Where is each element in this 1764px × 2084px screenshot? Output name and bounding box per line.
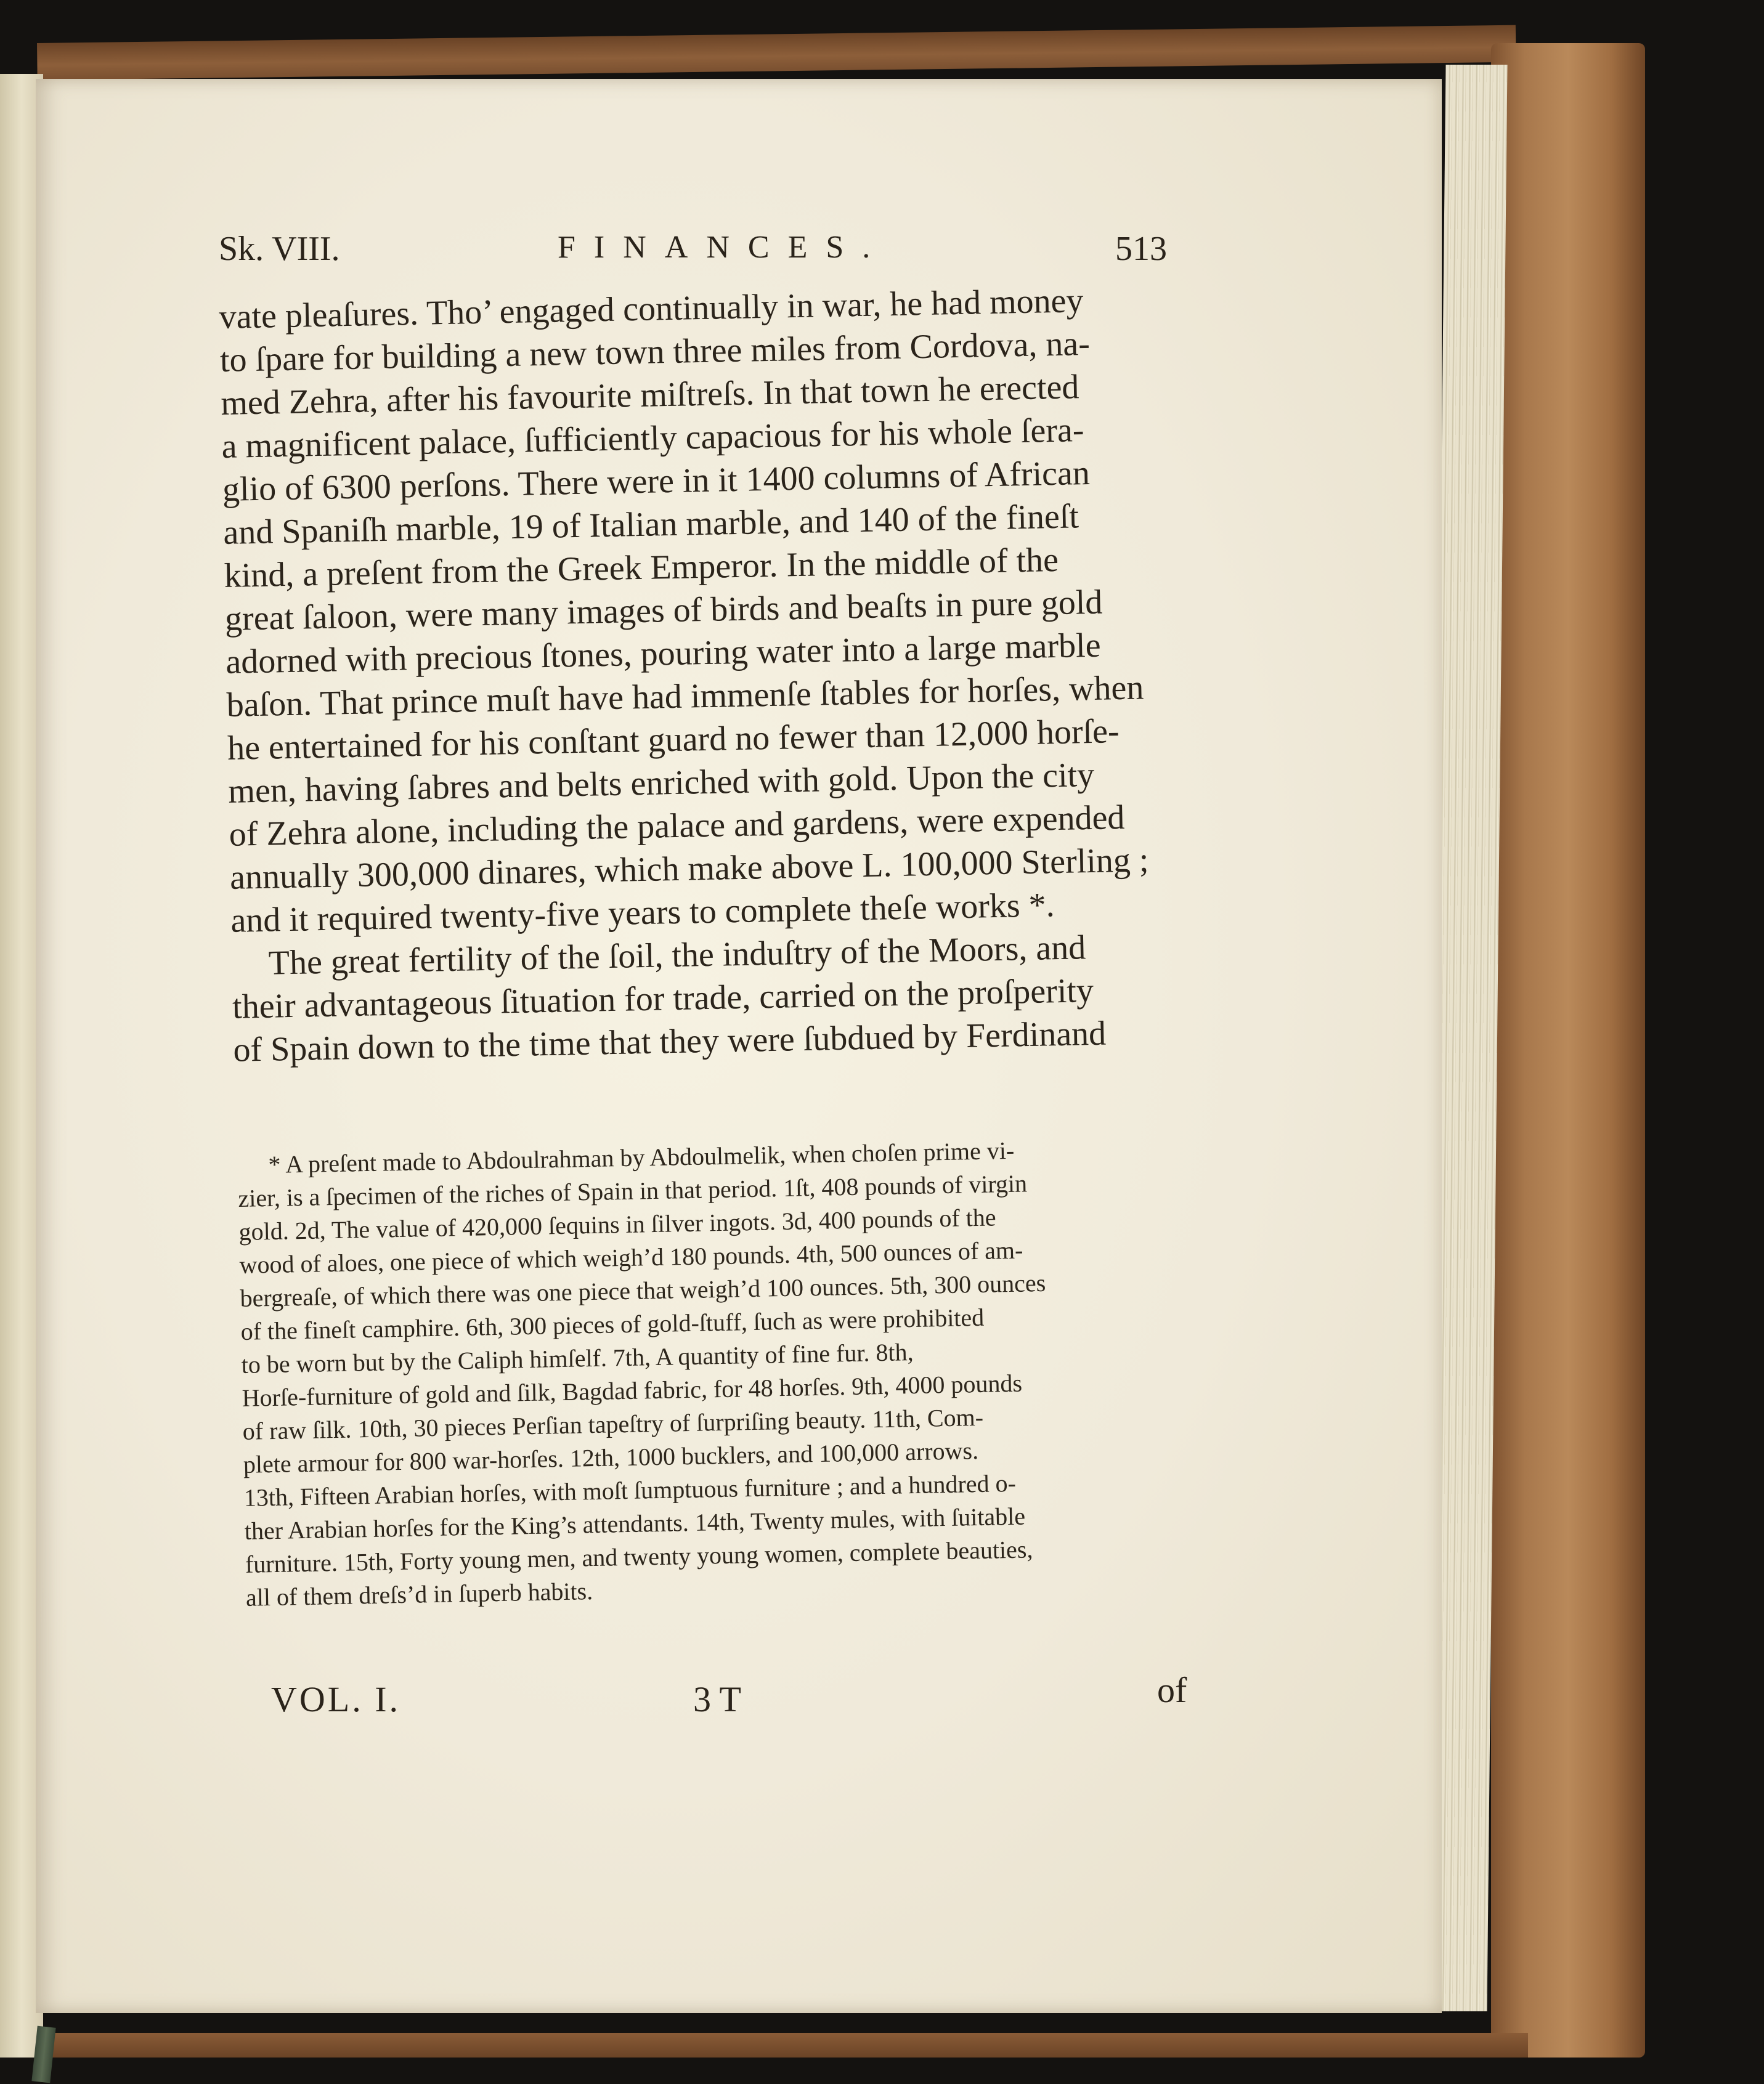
footnote-line: wood of aloes, one piece of which weigh’d 180 pounds. 4th, 500 ounces of am- [239, 1236, 1023, 1279]
footnote-line: plete armour for 800 war-horſes. 12th, 1000 bucklers, and 100,000 arrows. [243, 1437, 979, 1478]
body-line: baſon. That prince muſt have had immenſe ſtables for horſes, when [226, 668, 1144, 724]
footnote-line: gold. 2d, The value of 420,000 ſequins in ſilver ingots. 3d, 400 pounds of the [238, 1203, 996, 1246]
signature-mark: 3 T [693, 1679, 741, 1719]
footnote-line: ther Arabian horſes for the King’s attendants. 14th, Twenty mules, with ſuitable [244, 1502, 1026, 1545]
body-line: of Zehra alone, including the palace and gardens, were expended [229, 798, 1125, 854]
footnote-line: Horſe-furniture of gold and ſilk, Bagdad fabric, for 48 horſes. 9th, 4000 pounds [242, 1369, 1023, 1412]
footnote [237, 1131, 1174, 1612]
footnote-line: zier, is a ſpecimen of the riches of Spain in that period. 1ſt, 408 pounds of virgin [238, 1169, 1028, 1212]
body-line: kind, a preſent from the Greek Emperor. In the middle of the [224, 540, 1059, 595]
footnote-line: to be worn but by the Caliph himſelf. 7th, A quantity of fine fur. 8th, [241, 1337, 914, 1379]
body-line: annually 300,000 dinares, which make above L. 100,000 Sterling ; [229, 841, 1149, 897]
body-line: The great fertility of the ſoil, the induſtry of the Moors, and [268, 928, 1086, 983]
body-line: glio of 6300 perſons. There were in it 1400 columns of African [222, 453, 1091, 509]
body-line: med Zehra, after his favourite miſtreſs. In that town he erected [220, 368, 1079, 423]
body-line: a magnificent palace, ſufficiently capacious for his whole ſera- [221, 411, 1084, 466]
footnote-line: 13th, Fifteen Arabian horſes, with moſt ſumptuous furniture ; and a hundred o- [243, 1469, 1017, 1512]
body-line: and it required twenty-five years to complete theſe works *. [230, 886, 1055, 940]
body-line: vate pleaſures. Tho’ engaged continually in war, he had money [219, 282, 1084, 336]
running-head-section: Sk. VIII. [219, 230, 340, 268]
footnote-line: * A preſent made to Abdoulrahman by Abdoulmelik, when choſen prime vi- [268, 1136, 1015, 1179]
body-line: their advantageous ſituation for trade, carried on the proſperity [232, 971, 1094, 1026]
catchword: of [1157, 1670, 1187, 1710]
body-line: adorned with precious ſtones, pouring water into a large marble [225, 626, 1102, 681]
body-line: of Spain down to the time that they were ſubdued by Ferdinand [232, 1014, 1107, 1069]
footnote-line: of the fineſt camphire. 6th, 300 pieces of gold-ſtuff, ſuch as were prohibited [240, 1303, 985, 1345]
body-line: to ſpare for building a new town three miles from Cordova, na- [219, 324, 1091, 379]
footnote-line: of raw ſilk. 10th, 30 pieces Perſian tapeſtry of ſurpriſing beauty. 11th, Com- [242, 1403, 984, 1445]
running-head-title: FINANCES. [558, 230, 889, 265]
body-line: men, having ſabres and belts enriched with gold. Upon the city [227, 755, 1095, 811]
footnote-line: all of them dreſs’d in ſuperb habits. [245, 1577, 593, 1612]
body-line: and Spaniſh marble, 19 of Italian marble, and 140 of the fineſt [222, 497, 1079, 552]
body-line: great ſaloon, were many images of birds and beaſts in pure gold [224, 583, 1103, 638]
volume-mark: VOL. I. [271, 1679, 401, 1719]
footnote-line: furniture. 15th, Forty young men, and twenty young women, complete beauties, [245, 1535, 1033, 1578]
page-number: 513 [1115, 230, 1167, 268]
body-line: he entertained for his conſtant guard no fewer than 12,000 horſe- [227, 712, 1120, 768]
footnote-line: bergreaſe, of which there was one piece that weigh’d 100 ounces. 5th, 300 ounces [240, 1268, 1046, 1312]
body-paragraphs [219, 277, 1174, 1069]
